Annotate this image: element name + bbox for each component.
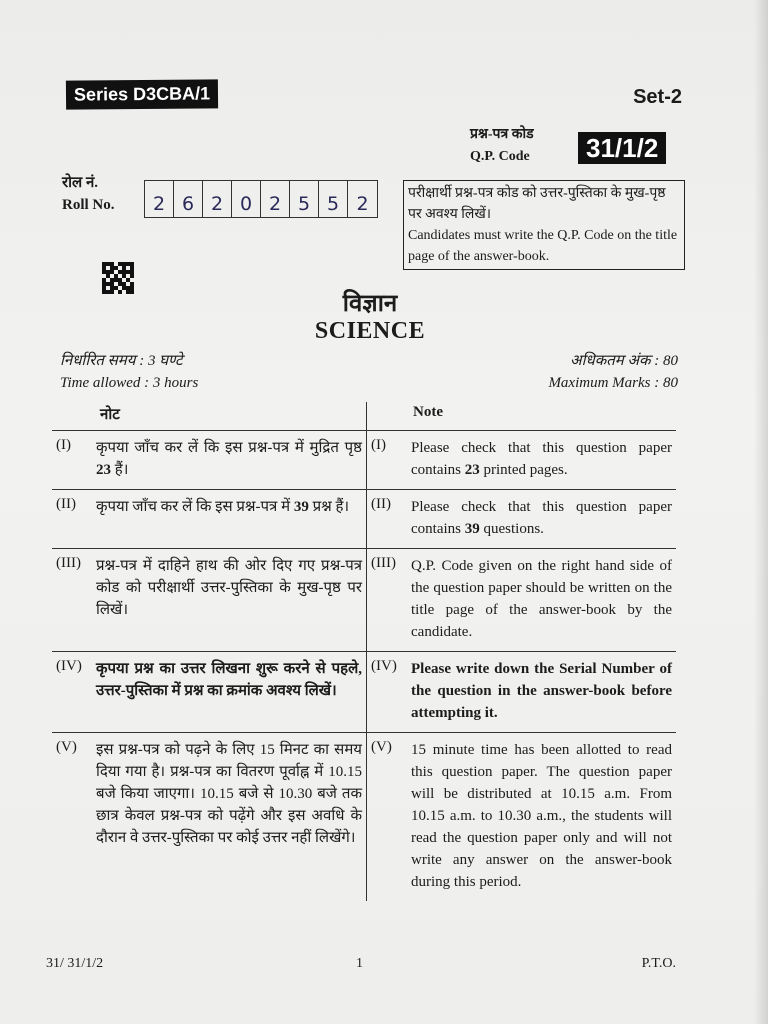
roll-digit: 2 [261,181,290,217]
note-text-english: Q.P. Code given on the right hand side of the question paper should be written on the title page of the answer-book by the candidate. [411,558,672,640]
time-allowed-english: Time allowed : 3 hours [60,375,199,391]
note-text-part: printed pages. [479,462,568,478]
note-number: (IV) [371,658,397,674]
note-text-hindi [96,496,362,518]
note-number: (V) [371,739,392,755]
note-text-hindi: प्रश्न-पत्र में दाहिने हाथ की ओर दिए गए प्रश्न-पत्र कोड को परीक्षार्थी उत्तर-पुस्तिका के मुख-पृष्ठ पर लिखें। [96,558,362,618]
note-number: (II) [56,496,76,512]
note-text-english: 15 minute time has been allotted to read this question paper. The question paper will be distributed at 10.15 a.m. From 10.15 a.m. to 10.30 a.m., the students will read the question paper only and will not write any answer on the answer-book during this period. [411,742,672,890]
note-row [52,733,676,902]
time-allowed-hindi: निर्धारित समय : 3 घण्टे [60,353,183,369]
maximum-marks-english: Maximum Marks : 80 [548,375,678,391]
note-number: (IV) [56,658,82,674]
note-number: (III) [56,555,81,571]
maximum-marks-hindi: अधिकतम अंक : 80 [570,353,678,369]
page-edge-shadow [754,0,768,1024]
note-number: (II) [371,496,391,512]
note-row [52,652,676,733]
note-count: 23 [96,462,111,478]
note-text-part: प्रश्न हैं। [308,499,350,515]
qp-code-label-hindi: प्रश्न-पत्र कोड [470,127,534,142]
note-number: (V) [56,739,77,755]
note-row [52,431,676,490]
roll-digit: 6 [174,181,203,217]
roll-label-hindi: रोल नं. [62,175,99,191]
note-text-hindi: इस प्रश्न-पत्र को पढ़ने के लिए 15 मिनट का समय दिया गया है। प्रश्न-पत्र का वितरण पूर्वाह्न में 10.15 बजे किया जाएगा। 10.15 बजे से 10.30 बजे तक छात्र केवल प्रश्न-पत्र को पढ़ेंगे और इस अवधि के दौरान वे उत्तर-पुस्तिका पर कोई उत्तर नहीं लिखेंगे। [96,742,362,846]
note-count: 39 [293,499,309,515]
note-row [52,490,676,549]
please-turn-over: P.T.O. [641,956,676,971]
note-count: 39 [464,521,480,537]
note-row [52,549,676,652]
note-text-english [411,496,672,540]
roll-digit: 2 [145,181,174,217]
qp-code-labels [470,124,534,168]
roll-digit: 2 [356,193,369,215]
roll-number-labels [62,172,115,216]
roll-digit: 5 [319,181,348,217]
note-text-part: हैं। [111,462,129,478]
footer-paper-code: 31/ 31/1/2 [46,956,104,971]
instruction-english: Candidates must write the Q.P. Code on the title page of the answer-book. [408,228,678,264]
roll-label-english: Roll No. [62,197,115,213]
set-label: Set-2 [633,86,682,108]
time-allowed [60,350,198,394]
notes-table [52,402,676,901]
note-number: (III) [371,555,396,571]
qp-code-instruction-box [403,180,685,270]
notes-header-row [52,402,676,431]
note-text-english: Please write down the Serial Number of the question in the answer-book before attempting it. [411,661,672,721]
note-number: (I) [56,437,71,453]
note-text-part: questions. [479,521,544,537]
maximum-marks [548,350,678,394]
instruction-hindi: परीक्षार्थी प्रश्न-पत्र कोड को उत्तर-पुस्तिका के मुख-पृष्ठ पर अवश्य लिखें। [408,186,666,222]
subject-title-english: SCIENCE [314,318,426,344]
series-badge: Series D3CBA/1 [66,79,218,109]
note-text-part: Please check that this question paper contains [411,440,672,478]
note-number: (I) [371,437,386,453]
roll-digit: 5 [290,181,319,217]
notes-heading-english: Note [413,404,443,420]
note-text-part: कृपया जाँच कर लें कि इस प्रश्न-पत्र में मुद्रित पृष्ठ [96,440,362,456]
qp-code-value: 31/1/2 [578,132,666,164]
note-text-hindi [96,437,362,481]
roll-digit: 0 [232,181,261,217]
qp-code-label-english: Q.P. Code [470,149,530,164]
notes-heading-hindi: नोट [100,407,120,423]
note-text-part: Please check that this question paper contains [411,499,672,537]
note-count: 23 [464,462,480,478]
page-number: 1 [356,956,363,971]
roll-digit: 2 [203,181,232,217]
note-text-english [411,437,672,481]
note-text-hindi: कृपया प्रश्न का उत्तर लिखना शुरू करने से पहले, उत्तर-पुस्तिका में प्रश्न का क्रमांक अवश्य लिखें। [96,661,362,699]
note-text-part: कृपया जाँच कर लें कि इस प्रश्न-पत्र में [96,499,294,515]
roll-number-grid [144,180,378,218]
subject-title-hindi: विज्ञान [342,291,398,317]
